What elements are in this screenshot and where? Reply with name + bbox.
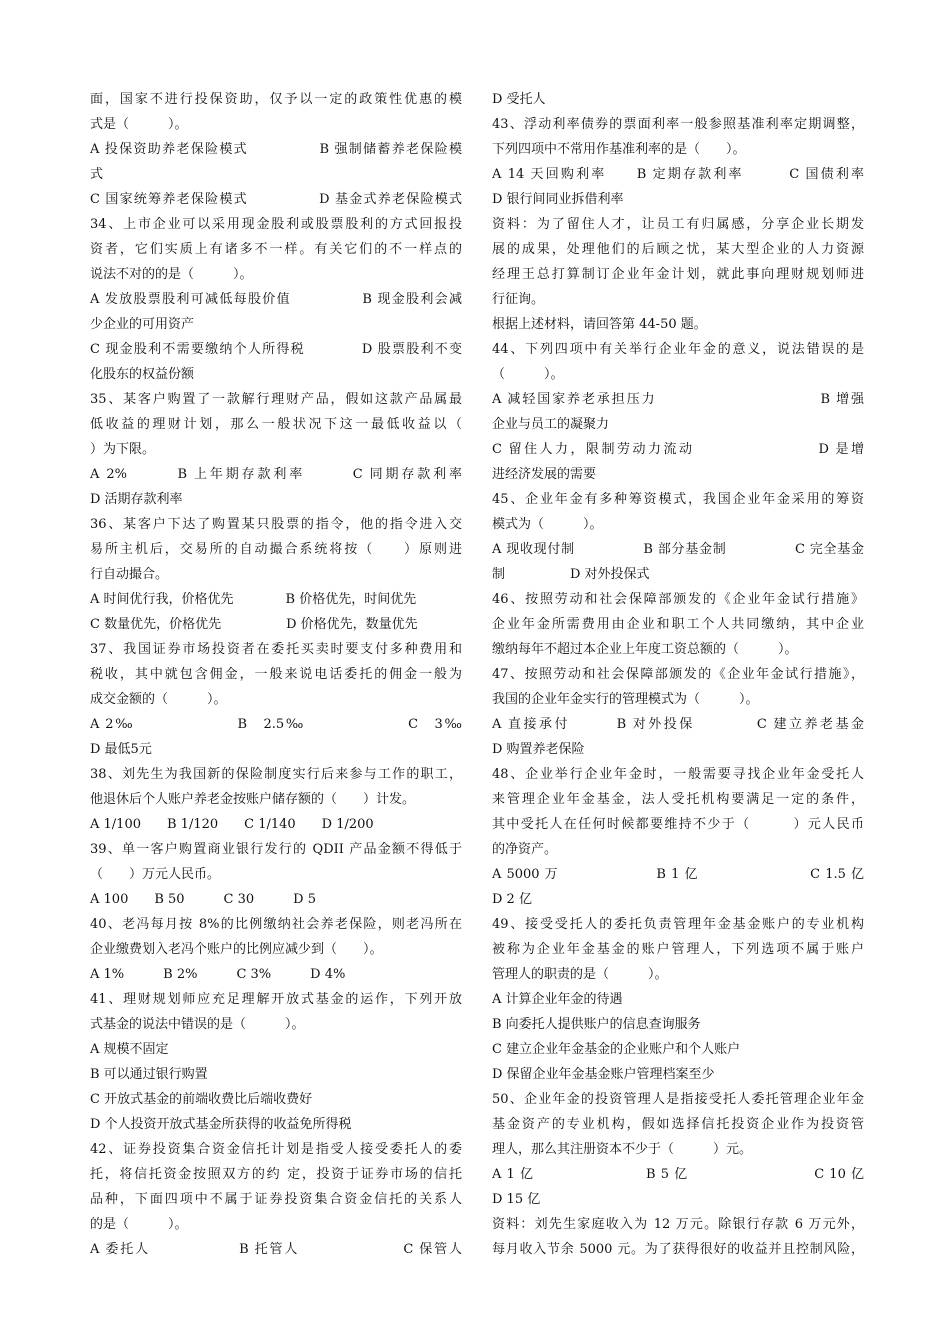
- text-line: D 银行间同业拆借利率: [492, 192, 624, 207]
- text-line: 行自动撮合。: [90, 567, 169, 582]
- text-line: 面，国家不进行投保资助，仅予以一定的政策性优惠的模: [90, 92, 462, 107]
- text-line: 45、企业年金有多种筹资模式，我国企业年金采用的筹资: [492, 492, 864, 507]
- text-line: 企业缴费划入老冯个账户的比例应减少到（ ）。: [90, 942, 383, 957]
- text-line: A 100 B 50 C 30 D 5: [90, 892, 317, 907]
- text-line: D 15 亿: [492, 1192, 541, 1207]
- text-line: A 1/100 B 1/120 C 1/140 D 1/200: [90, 817, 374, 832]
- text-line: 资者，它们实质上有诸多不一样。有关它们的不一样点的: [90, 242, 462, 257]
- text-line: 35、某客户购置了一款解行理财产品，假如这款产品属最: [90, 392, 462, 407]
- text-line: 式: [90, 167, 104, 182]
- text-line: 经理王总打算制订企业年金计划，就此事向理财规划师进: [492, 267, 864, 282]
- text-line: 式基金的说法中错误的是（ ）。: [90, 1017, 305, 1032]
- text-line: 展的成果，处理他们的后顾之忧，某大型企业的人力资源: [492, 242, 864, 257]
- text-line: 说法不对的的是（ ）。: [90, 267, 253, 282]
- text-line: D 保留企业年金基金账户管理档案至少: [492, 1067, 715, 1082]
- text-line: 48、企业举行企业年金时，一般需要寻找企业年金受托人: [492, 767, 864, 782]
- text-line: A 直接承付 B 对外投保 C 建立养老基金: [492, 717, 864, 732]
- text-line: 管理人的职责的是（ ）。: [492, 967, 668, 982]
- text-line: 成交金额的（ ）。: [90, 692, 227, 707]
- text-line: 的净资产。: [492, 842, 558, 857]
- text-line: 43、浮动利率债券的票面利率一般参照基准利率定期调整，: [492, 117, 864, 132]
- text-line: 38、刘先生为我国新的保险制度实行后来参与工作的职工，: [90, 767, 462, 782]
- text-line: 来管理企业年金基金，法人受托机构要满足一定的条件，: [492, 792, 864, 807]
- text-line: 低收益的理财计划，那么一般状况下这一最低收益以（: [90, 417, 462, 432]
- text-line: 46、按照劳动和社会保障部颁发的《企业年金试行措施》: [492, 592, 864, 607]
- text-line: A 规模不固定: [90, 1042, 169, 1057]
- text-line: ）为下限。: [90, 442, 156, 457]
- text-line: 50、企业年金的投资管理人是指接受托人委托管理企业年金: [492, 1092, 864, 1107]
- text-line: 下列四项中不常用作基准利率的是（ ）。: [492, 142, 746, 157]
- text-line: 品种，下面四项中不属于证券投资集合资金信托的关系人: [90, 1192, 462, 1207]
- text-line: C 现金股利不需要缴纳个人所得税 D 股票股利不变: [90, 342, 462, 357]
- text-line: 基金资产的专业机构，假如选择信托投资企业作为投资管: [492, 1117, 864, 1132]
- text-line: 易所主机后，交易所的自动撮合系统将按（ ）原则进: [90, 542, 462, 557]
- text-line: D 2 亿: [492, 892, 532, 907]
- text-line: 托，将信托资金按照双方的约 定，投资于证券市场的信托: [90, 1167, 462, 1182]
- text-line: 我国的企业年金实行的管理模式为（ ）。: [492, 692, 759, 707]
- text-line: A 减轻国家养老承担压力 B 增强: [492, 392, 864, 407]
- text-line: （ ）。: [492, 367, 564, 382]
- text-line: 制 D 对外投保式: [492, 567, 650, 582]
- right-column: [492, 87, 864, 1262]
- text-line: 式是（ ）。: [90, 117, 188, 132]
- text-line: 其中受托人在任何时候都要维持不少于（ ）元人民币: [492, 817, 864, 832]
- text-line: C 留住人力，限制劳动力流动 D 是增: [492, 442, 864, 457]
- text-line: 他退休后个人账户养老金按账户储存额的（ ）计发。: [90, 792, 416, 807]
- text-line: 税收，其中就包含佣金，一般来说电话委托的佣金一般为: [90, 667, 462, 682]
- text-line: 企业与员工的凝聚力: [492, 417, 610, 432]
- text-line: A 计算企业年金的待遇: [492, 992, 623, 1007]
- text-line: 进经济发展的需要: [492, 467, 597, 482]
- text-line: 47、按照劳动和社会保障部颁发的《企业年金试行措施》，: [492, 667, 864, 682]
- text-line: A 发放股票股利可减低每股价值 B 现金股利会减: [90, 292, 462, 307]
- text-line: 少企业的可用资产: [90, 317, 195, 332]
- text-line: D 个人投资开放式基金所获得的收益免所得税: [90, 1117, 352, 1132]
- text-line: 39、单一客户购置商业银行发行的 QDII 产品金额不得低于: [90, 842, 462, 857]
- text-line: 资料：刘先生家庭收入为 12 万元。除银行存款 6 万元外，: [492, 1217, 864, 1232]
- text-line: A 时间优行我，价格优先 B 价格优先，时间优先: [90, 592, 417, 607]
- text-line: 缴纳每年不超过本企业上年度工资总额的（ ）。: [492, 642, 798, 657]
- text-line: 34、上市企业可以采用现金股利或股票股利的方式回报投: [90, 217, 462, 232]
- text-line: A 投保资助养老保险模式 B 强制储蓄养老保险模: [90, 142, 462, 157]
- text-line: 49、接受受托人的委托负责管理年金基金账户的专业机构: [492, 917, 864, 932]
- text-line: A 14 天回购利率 B 定期存款利率 C 国债利率: [492, 167, 864, 182]
- text-line: 资料：为了留住人才，让员工有归属感，分享企业长期发: [492, 217, 864, 232]
- text-line: A 1% B 2% C 3% D 4%: [90, 967, 346, 982]
- text-line: 44、下列四项中有关举行企业年金的意义，说法错误的是: [492, 342, 864, 357]
- text-line: B 可以通过银行购置: [90, 1067, 208, 1082]
- text-line: 企业年金所需费用由企业和职工个人共同缴纳，其中企业: [492, 617, 864, 632]
- text-line: C 国家统筹养老保险模式 D 基金式养老保险模式: [90, 192, 462, 207]
- text-line: A 1 亿 B 5 亿 C 10 亿: [492, 1167, 864, 1182]
- text-line: A 5000 万 B 1 亿 C 1.5 亿: [492, 867, 864, 882]
- text-line: 37、我国证券市场投资者在委托买卖时要支付多种费用和: [90, 642, 462, 657]
- text-line: D 活期存款利率: [90, 492, 183, 507]
- text-line: 化股东的权益份额: [90, 367, 195, 382]
- text-line: 被称为企业年金基金的账户管理人，下列选项不属于账户: [492, 942, 864, 957]
- left-column: [90, 87, 462, 1262]
- text-line: D 购置养老保险: [492, 742, 585, 757]
- text-line: 理人，那么其注册资本不少于（ ）元。: [492, 1142, 753, 1157]
- text-line: 每月收入节余 5000 元。为了获得很好的收益并且控制风险，: [492, 1242, 864, 1257]
- text-line: A 2% B 上年期存款利率 C 同期存款利率: [90, 467, 462, 482]
- text-line: A 委托人 B 托管人 C 保管人: [90, 1242, 462, 1257]
- text-line: 41、理财规划师应充足理解开放式基金的运作，下列开放: [90, 992, 462, 1007]
- text-line: B 向委托人提供账户的信息查询服务: [492, 1017, 701, 1032]
- text-line: 行征询。: [492, 292, 545, 307]
- text-line: 模式为（ ）。: [492, 517, 603, 532]
- text-line: A 2‰ B 2.5‰ C 3‰: [90, 717, 462, 732]
- text-line: （ ）万元人民币。: [90, 867, 221, 882]
- text-line: 36、某客户下达了购置某只股票的指令，他的指令进入交: [90, 517, 462, 532]
- text-line: 根据上述材料，请回答第 44-50 题。: [492, 317, 707, 332]
- text-line: C 数量优先，价格优先 D 价格优先，数量优先: [90, 617, 418, 632]
- text-line: A 现收现付制 B 部分基金制 C 完全基金: [492, 542, 864, 557]
- text-line: C 开放式基金的前端收费比后端收费好: [90, 1092, 313, 1107]
- text-line: 42、证券投资集合资金信托计划是指受人接受委托人的委: [90, 1142, 462, 1157]
- text-line: C 建立企业年金基金的企业账户和个人账户: [492, 1042, 741, 1057]
- text-line: D 受托人: [492, 92, 546, 107]
- text-line: D 最低5元: [90, 742, 152, 757]
- text-line: 的是（ ）。: [90, 1217, 188, 1232]
- text-line: 40、老冯每月按 8%的比例缴纳社会养老保险，则老冯所在: [90, 917, 462, 932]
